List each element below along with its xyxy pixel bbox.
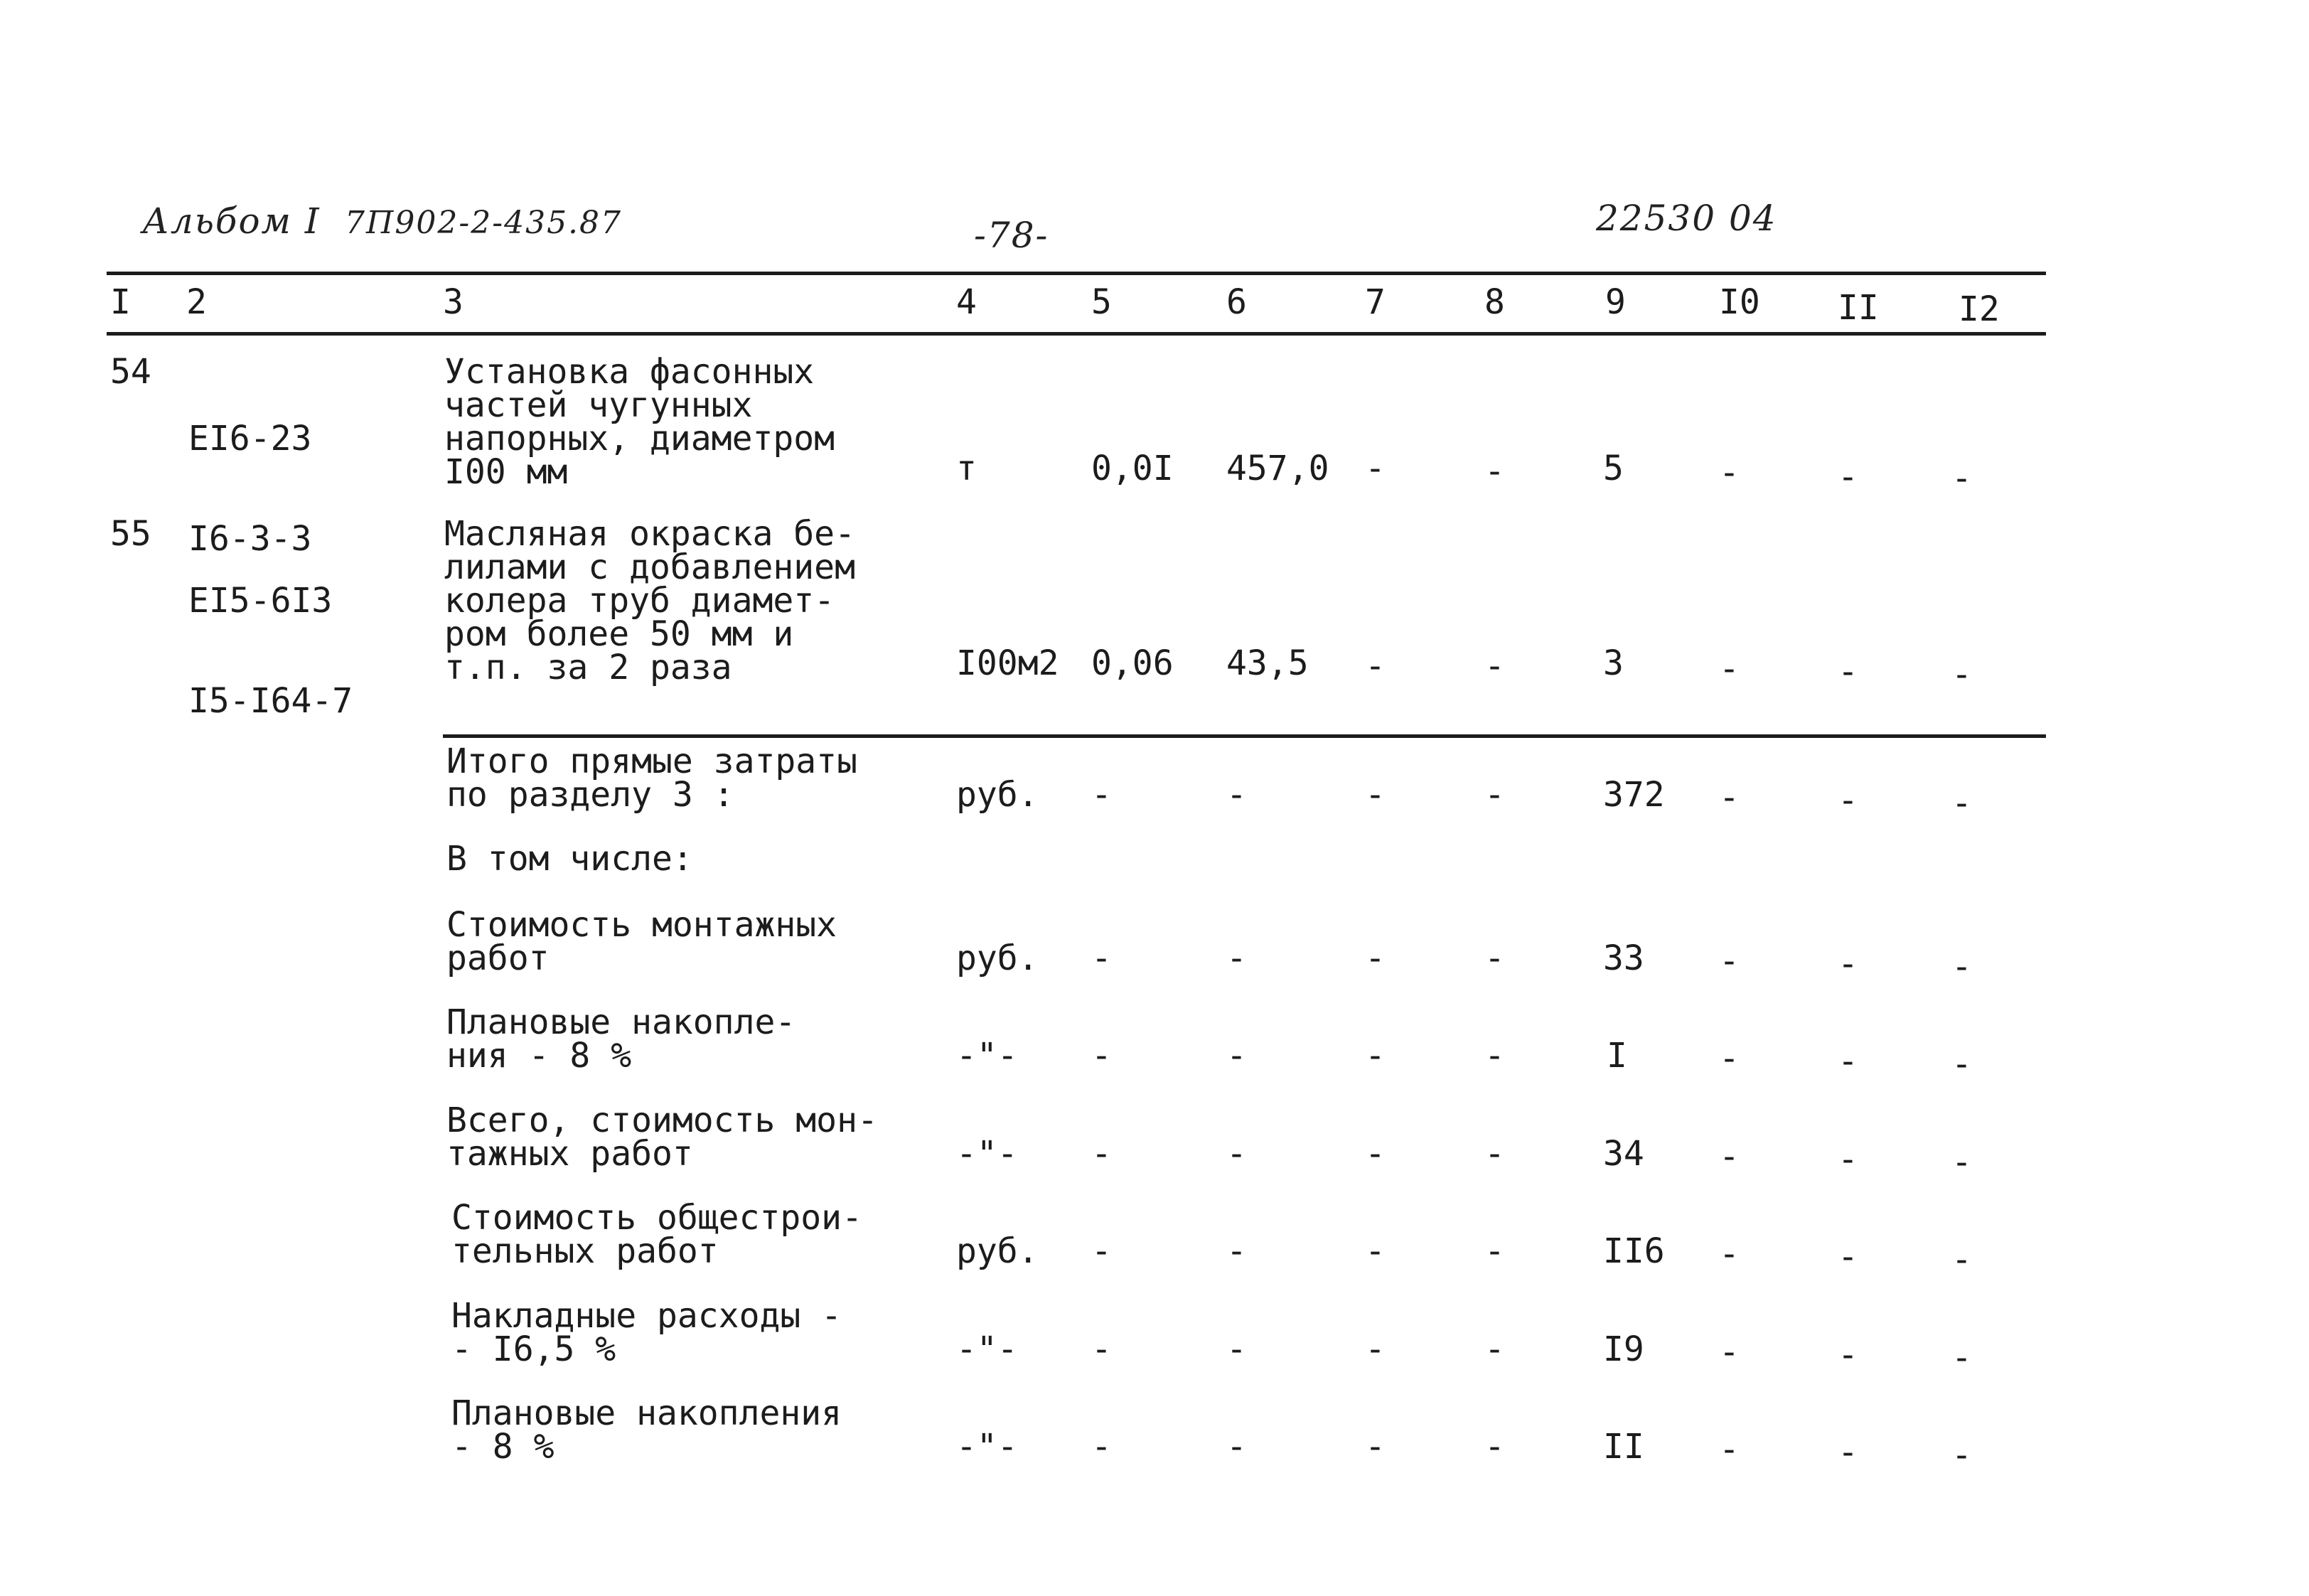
col7-cell: - [1365, 1329, 1386, 1369]
col8-cell: - [1484, 1036, 1505, 1076]
price-cell: 457,0 [1226, 449, 1329, 488]
quantity-cell: 0,06 [1091, 643, 1174, 683]
work-description [444, 514, 855, 687]
description-line: Всего, стоимость мон- [446, 1100, 878, 1140]
unit-cell: т [956, 449, 977, 488]
col7-cell: - [1365, 1427, 1386, 1467]
column-number: 2 [186, 282, 207, 322]
col11-cell: - [1838, 652, 1858, 692]
unit-cell: -"- [956, 1329, 1018, 1369]
row-number: 54 [110, 352, 151, 392]
summary-label [451, 1393, 842, 1467]
column-number: 4 [956, 282, 977, 322]
summary-label [446, 1100, 878, 1174]
description-line: напорных, диаметром [444, 419, 835, 459]
row-number: 55 [110, 514, 151, 554]
price-cell: - [1226, 1427, 1247, 1467]
description-line: Масляная окраска бе- [444, 514, 855, 554]
section-total-rule [443, 734, 2046, 738]
unit-cell: руб. [956, 938, 1039, 978]
description-line: колера труб диамет- [444, 581, 835, 621]
description-line: ром более 50 мм и [444, 614, 794, 654]
sheet-code: 22530 04 [1596, 198, 1777, 239]
col7-cell: - [1365, 775, 1386, 815]
col8-cell: - [1484, 1329, 1505, 1369]
description-line: по разделу 3 : [446, 775, 734, 815]
column-number: I [110, 282, 131, 322]
col10-cell: - [1719, 1332, 1740, 1372]
price-cell: - [1226, 938, 1247, 978]
quantity-cell: - [1091, 1329, 1112, 1369]
col12-cell: - [1951, 1142, 1972, 1182]
code-line: EI5-6I3 [188, 581, 333, 621]
description-line: тажных работ [446, 1134, 693, 1174]
page-number: -78- [974, 215, 1049, 256]
col12-cell: - [1951, 1338, 1972, 1378]
summary-label [451, 1296, 842, 1369]
col12-cell: - [1951, 1044, 1972, 1084]
code-line: I6-3-3 [188, 519, 312, 559]
col11-cell: - [1838, 1237, 1858, 1277]
col11-cell: - [1838, 1335, 1858, 1375]
column-number: II [1838, 288, 1879, 328]
col8-cell: - [1484, 1134, 1505, 1174]
unit-cell: руб. [956, 1231, 1039, 1271]
col12-cell: - [1951, 1240, 1972, 1280]
description-line: тельных работ [451, 1231, 719, 1271]
col12-cell: - [1951, 783, 1972, 823]
column-number: 8 [1484, 282, 1505, 322]
col10-cell: - [1719, 649, 1740, 689]
summary-label [451, 1198, 862, 1271]
col11-cell: - [1838, 457, 1858, 497]
summary-label [446, 741, 857, 815]
unit-cell: I00м2 [956, 643, 1059, 683]
code-line: I5-I64-7 [188, 681, 353, 721]
quantity-cell: - [1091, 938, 1112, 978]
col8-cell: - [1484, 646, 1505, 686]
column-number: 3 [443, 282, 464, 322]
col10-cell: - [1719, 1039, 1740, 1078]
description-line: Плановые накопле- [446, 1002, 796, 1042]
price-cell: - [1226, 1231, 1247, 1271]
col10-cell: - [1719, 1234, 1740, 1274]
col10-cell: - [1719, 778, 1740, 818]
column-number: 9 [1605, 282, 1626, 322]
quantity-cell: - [1091, 1231, 1112, 1271]
description-line: Накладные расходы - [451, 1296, 842, 1336]
column-number: I0 [1719, 282, 1760, 322]
col7-cell: - [1365, 1134, 1386, 1174]
album-label: Альбом I [142, 200, 321, 242]
column-number: 6 [1226, 282, 1247, 322]
col7-cell: - [1365, 1231, 1386, 1271]
col10-cell: - [1719, 1137, 1740, 1177]
col11-cell: - [1838, 1041, 1858, 1081]
column-number: I2 [1959, 289, 2000, 329]
project-code: 7П902-2-435.87 [345, 205, 623, 241]
quantity-cell: 0,0I [1091, 449, 1174, 488]
col7-cell: - [1365, 449, 1386, 488]
total-cell: I9 [1603, 1329, 1644, 1369]
total-cell: 33 [1603, 938, 1644, 978]
description-line: Установка фасонных [444, 352, 815, 392]
col12-cell: - [1951, 1435, 1972, 1475]
col8-cell: - [1484, 1231, 1505, 1271]
quantity-cell: - [1091, 1427, 1112, 1467]
unit-cell: -"- [956, 1134, 1018, 1174]
table-top-rule [107, 272, 2046, 275]
col8-cell: - [1484, 775, 1505, 815]
col11-cell: - [1838, 944, 1858, 984]
column-number: 5 [1091, 282, 1112, 322]
unit-cell: -"- [956, 1036, 1018, 1076]
col8-cell: - [1484, 938, 1505, 978]
col8-cell: - [1484, 451, 1505, 491]
col10-cell: - [1719, 453, 1740, 493]
resource-code [188, 518, 353, 785]
description-line: частей чугунных [444, 385, 753, 425]
description-line: лилами с добавлением [444, 547, 855, 587]
work-description [444, 352, 835, 492]
unit-cell: -"- [956, 1427, 1018, 1467]
total-cell: 34 [1603, 1134, 1644, 1174]
col8-cell: - [1484, 1427, 1505, 1467]
description-line: I00 мм [444, 452, 568, 492]
total-cell: 5 [1603, 449, 1624, 488]
price-cell: - [1226, 1134, 1247, 1174]
total-cell: II6 [1603, 1231, 1665, 1271]
col7-cell: - [1365, 938, 1386, 978]
col7-cell: - [1365, 646, 1386, 686]
col10-cell: - [1719, 941, 1740, 981]
column-number: 7 [1365, 282, 1386, 322]
total-cell: 372 [1603, 775, 1665, 815]
col11-cell: - [1838, 781, 1858, 820]
total-cell: 3 [1603, 643, 1624, 683]
summary-label [446, 905, 837, 978]
total-cell: II [1603, 1427, 1644, 1467]
code-line: EI6-23 [188, 419, 312, 459]
col12-cell: - [1951, 459, 1972, 498]
col11-cell: - [1838, 1432, 1858, 1472]
quantity-cell: - [1091, 1134, 1112, 1174]
unit-cell: руб. [956, 775, 1039, 815]
description-line: ния - 8 % [446, 1036, 632, 1076]
description-line: Итого прямые затраты [446, 741, 857, 781]
col12-cell: - [1951, 947, 1972, 987]
description-line: Стоимость общестрои- [451, 1198, 862, 1238]
description-line: Стоимость монтажных [446, 905, 837, 945]
total-cell: I [1607, 1036, 1627, 1076]
price-cell: - [1226, 1329, 1247, 1369]
quantity-cell: - [1091, 775, 1112, 815]
description-line: Плановые накопления [451, 1393, 842, 1433]
description-line: работ [446, 938, 550, 978]
col11-cell: - [1838, 1140, 1858, 1179]
summary-label [446, 1002, 796, 1076]
price-cell: 43,5 [1226, 643, 1309, 683]
subsection-label: В том числе: [446, 839, 693, 879]
col7-cell: - [1365, 1036, 1386, 1076]
price-cell: - [1226, 1036, 1247, 1076]
col12-cell: - [1951, 655, 1972, 695]
quantity-cell: - [1091, 1036, 1112, 1076]
description-line: - I6,5 % [451, 1329, 616, 1369]
price-cell: - [1226, 775, 1247, 815]
col10-cell: - [1719, 1430, 1740, 1469]
column-header-rule [107, 332, 2046, 336]
description-line: - 8 % [451, 1427, 555, 1467]
description-line: т.п. за 2 раза [444, 648, 732, 687]
